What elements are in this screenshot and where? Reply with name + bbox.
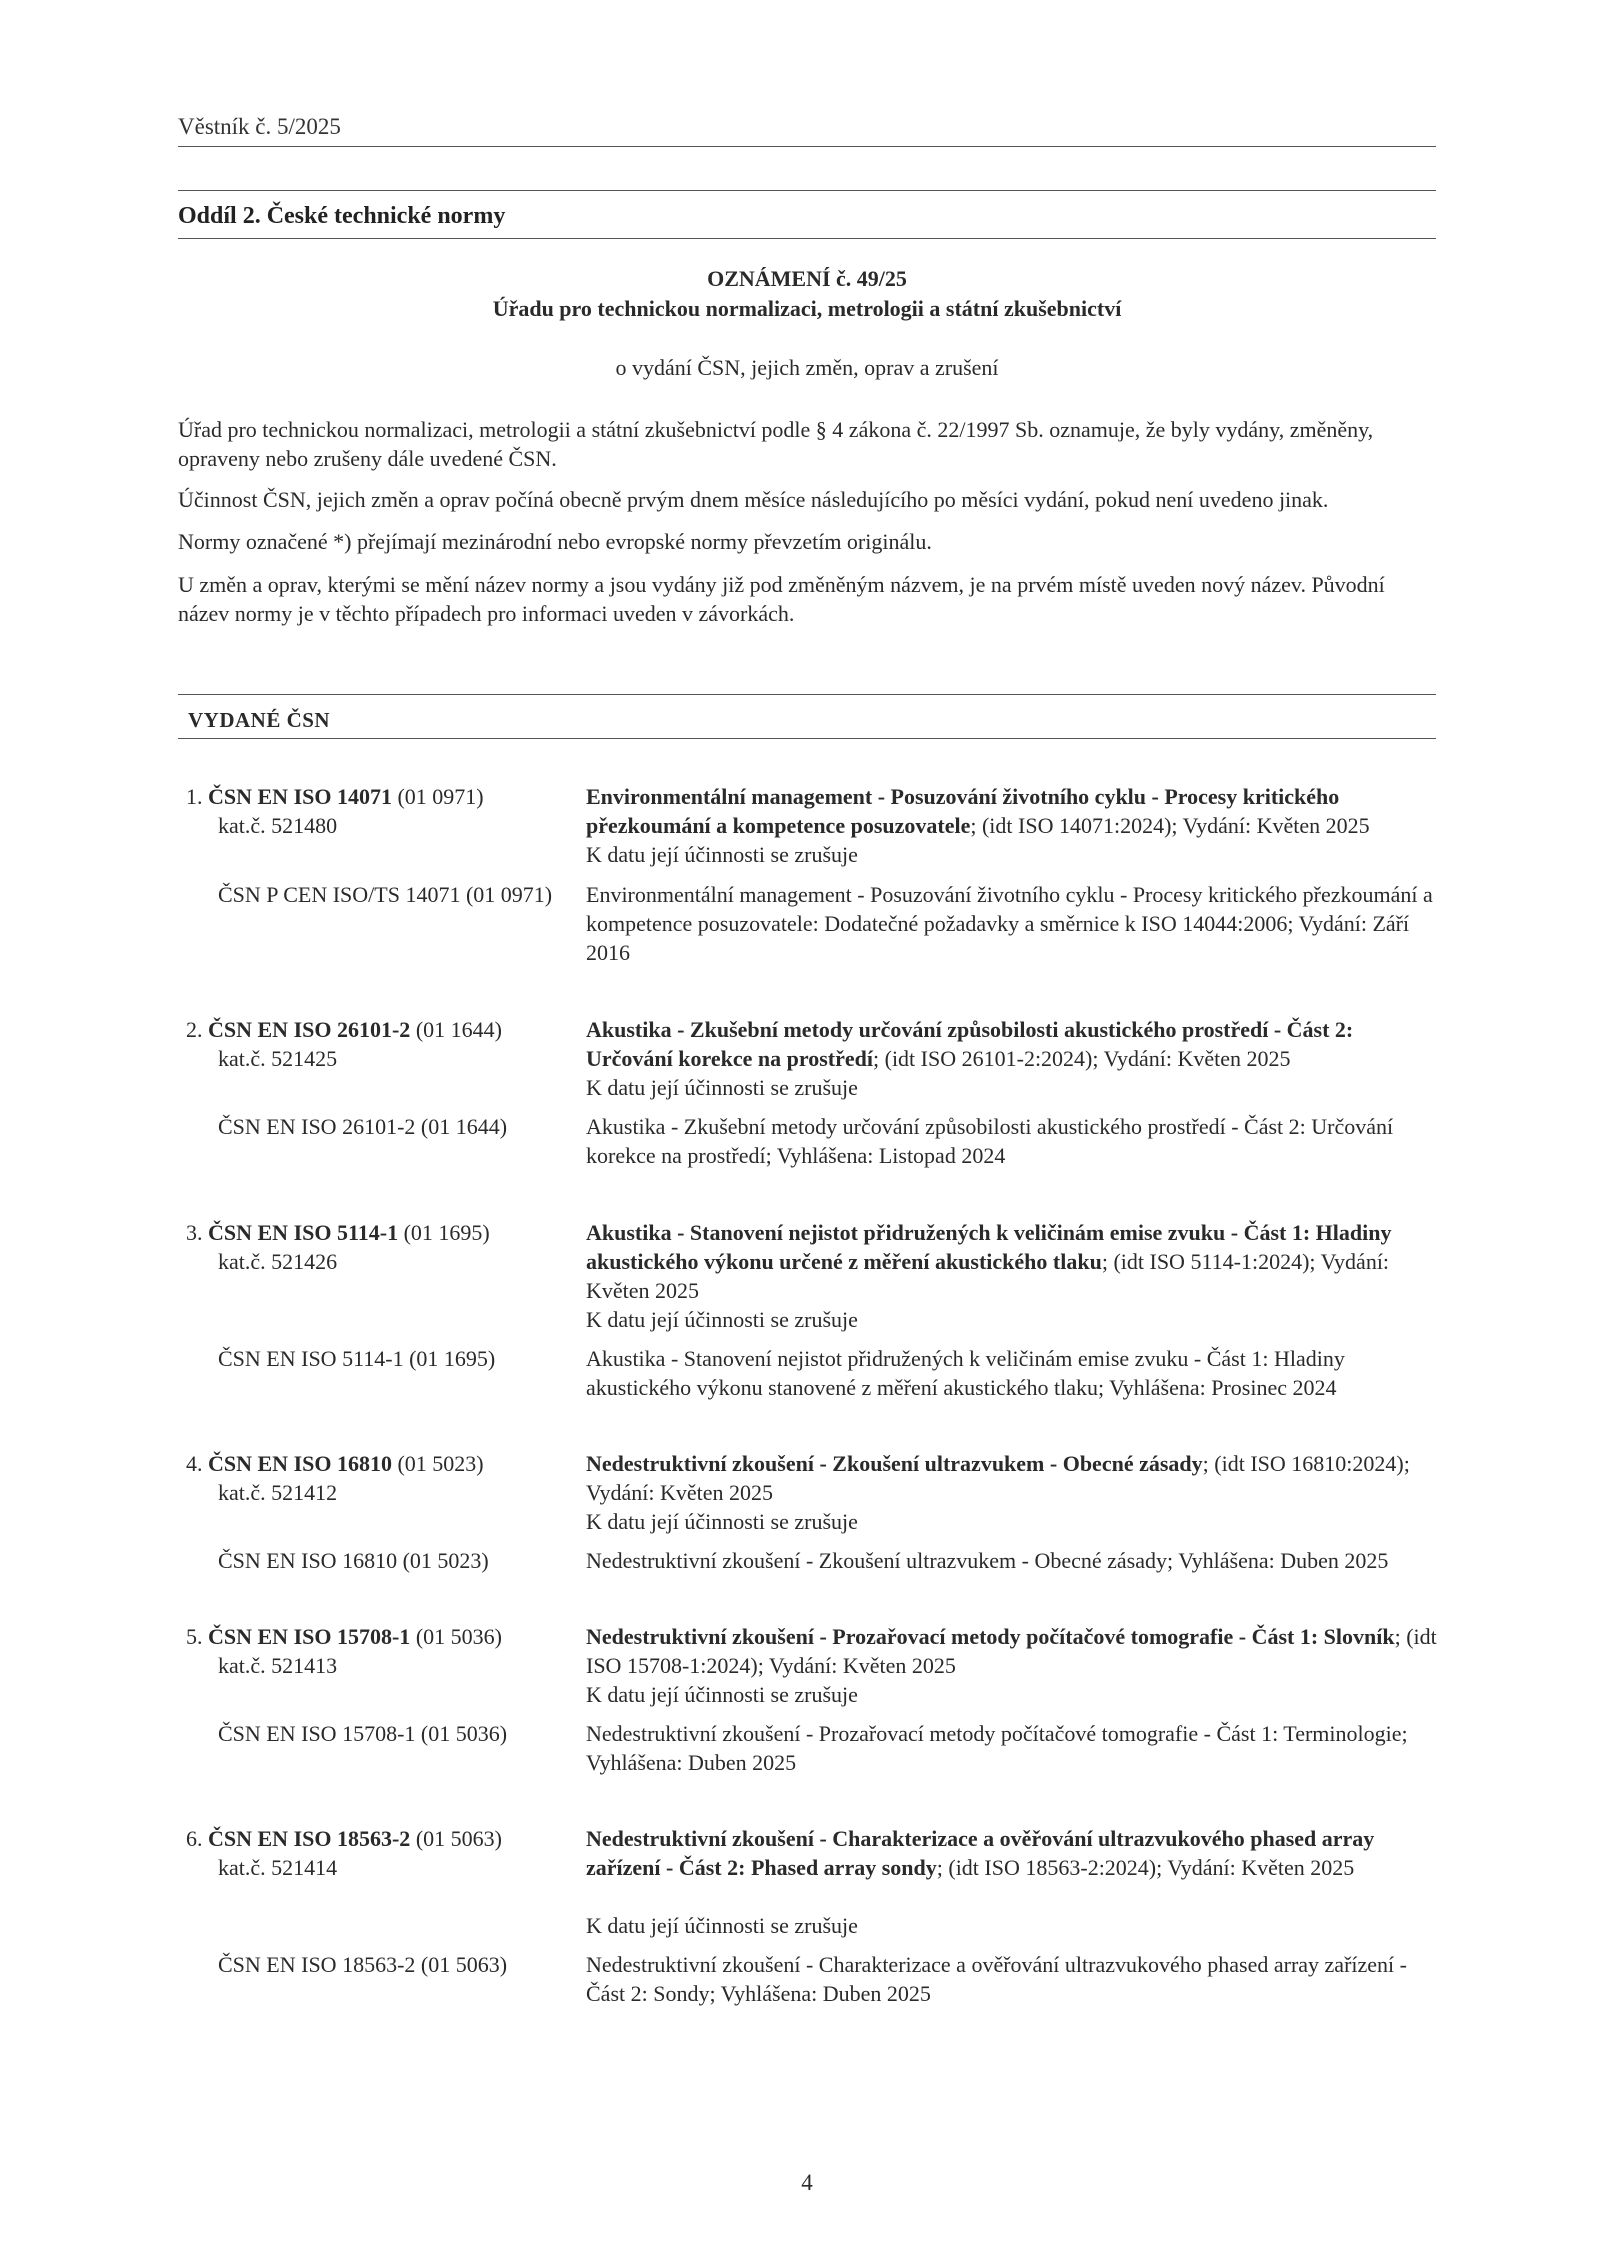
norm-title-bold: Nedestruktivní zkoušení - Charakterizace a ověřování ultrazvukového phased array zařízení - Část 2: Phased array sondy <box>586 1826 1375 1880</box>
norm-class: (01 5063) <box>415 1826 502 1851</box>
replaced-norm-code: ČSN EN ISO 18563-2 (01 5063) <box>218 1952 508 1977</box>
list-heading: VYDANÉ ČSN <box>188 708 331 732</box>
catalog-number: kat.č. 521425 <box>218 1046 338 1071</box>
catalog-number: kat.č. 521480 <box>218 813 338 838</box>
replaced-norm-code: ČSN EN ISO 5114-1 (01 1695) <box>218 1346 496 1371</box>
announcement-subject: o vydání ČSN, jejich změn, oprav a zrušení <box>615 355 999 380</box>
cancellation-note: K datu její účinnosti se zrušuje <box>586 842 858 867</box>
norm-number: 3. <box>186 1220 203 1245</box>
norm-title-details: ; (idt ISO 14071:2024); Vydání: Květen 2025 <box>970 813 1370 838</box>
cancellation-note: K datu její účinnosti se zrušuje <box>586 1913 858 1938</box>
norm-title-bold: Environmentální management - Posuzování životního cyklu - Procesy kritického přezkoumání a kompetence posuzovatele <box>586 784 1340 838</box>
norm-title <box>586 1622 1438 1680</box>
catalog-number: kat.č. 521414 <box>218 1855 338 1880</box>
intro-paragraph-4: U změn a oprav, kterými se mění název normy a jsou vydány již pod změněným názvem, je na prvém místě uveden nový název. Původní název normy je v těchto případech pro informaci uveden v závorkách. <box>178 572 1385 626</box>
replaced-norm-text: Akustika - Stanovení nejistot přidružených k veličinám emise zvuku - Část 1: Hladiny akustického výkonu stanovené z měření akustického tlaku; Vyhlášena: Prosinec 2024 <box>586 1346 1345 1400</box>
replaced-norm-text: Nedestruktivní zkoušení - Prozařovací metody počítačové tomografie - Část 1: Terminologie; Vyhlášena: Duben 2025 <box>586 1721 1408 1775</box>
norm-title <box>586 1824 1438 1882</box>
norm-title-bold: Akustika - Zkušební metody určování způsobilosti akustického prostředí - Část 2: Určování korekce na prostředí <box>586 1017 1354 1071</box>
norm-title-bold: Nedestruktivní zkoušení - Zkoušení ultrazvukem - Obecné zásady <box>586 1451 1203 1476</box>
norm-number: 4. <box>186 1451 203 1476</box>
norm-title <box>586 1449 1438 1507</box>
norm-designation <box>186 1218 566 1247</box>
catalog-number: kat.č. 521412 <box>218 1480 338 1505</box>
norm-title <box>586 1218 1438 1305</box>
page-number: 4 <box>801 2170 813 2195</box>
norm-designation <box>186 1824 566 1853</box>
norm-title-details: ; (idt ISO 16810:2024); Vydání: Květen 2025 <box>586 1451 1410 1505</box>
replaced-norm-code: ČSN EN ISO 26101-2 (01 1644) <box>218 1114 508 1139</box>
norm-class: (01 0971) <box>397 784 484 809</box>
header-rule <box>178 146 1436 147</box>
norm-title-details: ; (idt ISO 26101-2:2024); Vydání: Květen 2025 <box>873 1046 1291 1071</box>
norm-designation <box>186 1449 566 1478</box>
replaced-norm-code: ČSN EN ISO 16810 (01 5023) <box>218 1548 489 1573</box>
intro-paragraph-3: Normy označené *) přejímají mezinárodní nebo evropské normy převzetím originálu. <box>178 529 932 554</box>
norm-code: ČSN EN ISO 5114-1 <box>208 1220 399 1245</box>
list-rule-top <box>178 694 1436 695</box>
norm-class: (01 1695) <box>403 1220 490 1245</box>
norm-title <box>586 1015 1438 1073</box>
norm-designation <box>186 1622 566 1651</box>
section-title: Oddíl 2. České technické normy <box>178 203 506 229</box>
norm-class: (01 1644) <box>415 1017 502 1042</box>
catalog-number: kat.č. 521413 <box>218 1653 338 1678</box>
norm-designation <box>186 1015 566 1044</box>
replaced-norm-code: ČSN EN ISO 15708-1 (01 5036) <box>218 1721 508 1746</box>
announcement-title: OZNÁMENÍ č. 49/25 <box>707 266 907 291</box>
norm-title-details: ; (idt ISO 5114-1:2024); Vydání: Květen 2025 <box>586 1249 1390 1303</box>
norm-number: 1. <box>186 784 203 809</box>
section-rule-bottom <box>178 238 1436 239</box>
norm-code: ČSN EN ISO 16810 <box>208 1451 392 1476</box>
running-head: Věstník č. 5/2025 <box>178 114 341 139</box>
norm-number: 6. <box>186 1826 203 1851</box>
replaced-norm-text: Environmentální management - Posuzování životního cyklu - Procesy kritického přezkoumání a kompetence posuzovatele: Dodatečné požadavky a směrnice k ISO 14044:2006; Vydání: Září 2016 <box>586 882 1433 965</box>
norm-number: 5. <box>186 1624 203 1649</box>
section-rule-top <box>178 190 1436 191</box>
intro-paragraph-1: Úřad pro technickou normalizaci, metrologii a státní zkušebnictví podle § 4 zákona č. 22/1997 Sb. oznamuje, že byly vydány, změněny, opraveny nebo zrušeny dále uvedené ČSN. <box>178 417 1374 471</box>
norm-code: ČSN EN ISO 15708-1 <box>208 1624 411 1649</box>
cancellation-note: K datu její účinnosti se zrušuje <box>586 1509 858 1534</box>
replaced-norm-text: Nedestruktivní zkoušení - Zkoušení ultrazvukem - Obecné zásady; Vyhlášena: Duben 2025 <box>586 1548 1389 1573</box>
announcement-issuer: Úřadu pro technickou normalizaci, metrologii a státní zkušebnictví <box>492 296 1122 321</box>
replaced-norm-text: Nedestruktivní zkoušení - Charakterizace a ověřování ultrazvukového phased array zařízení - Část 2: Sondy; Vyhlášena: Duben 2025 <box>586 1952 1407 2006</box>
cancellation-note: K datu její účinnosti se zrušuje <box>586 1075 858 1100</box>
norm-number: 2. <box>186 1017 203 1042</box>
cancellation-note: K datu její účinnosti se zrušuje <box>586 1682 858 1707</box>
norm-title-details: ; (idt ISO 15708-1:2024); Vydání: Květen 2025 <box>586 1624 1437 1678</box>
norm-title <box>586 782 1438 840</box>
intro-paragraph-2: Účinnost ČSN, jejich změn a oprav počíná obecně prvým dnem měsíce následujícího po měsíci vydání, pokud není uvedeno jinak. <box>178 487 1329 512</box>
norm-class: (01 5036) <box>415 1624 502 1649</box>
norm-code: ČSN EN ISO 14071 <box>208 784 392 809</box>
norm-designation <box>186 782 566 811</box>
norm-title-details: ; (idt ISO 18563-2:2024); Vydání: Květen 2025 <box>936 1855 1355 1880</box>
replaced-norm-code: ČSN P CEN ISO/TS 14071 (01 0971) <box>218 882 553 907</box>
norm-title-bold: Nedestruktivní zkoušení - Prozařovací metody počítačové tomografie - Část 1: Slovník <box>586 1624 1395 1649</box>
list-rule-bottom <box>178 738 1436 739</box>
cancellation-note: K datu její účinnosti se zrušuje <box>586 1307 858 1332</box>
replaced-norm-text: Akustika - Zkušební metody určování způsobilosti akustického prostředí - Část 2: Určování korekce na prostředí; Vyhlášena: Listopad 2024 <box>586 1114 1394 1168</box>
norm-class: (01 5023) <box>397 1451 484 1476</box>
norm-code: ČSN EN ISO 26101-2 <box>208 1017 411 1042</box>
catalog-number: kat.č. 521426 <box>218 1249 338 1274</box>
norm-title-bold: Akustika - Stanovení nejistot přidružených k veličinám emise zvuku - Část 1: Hladiny akustického výkonu určené z měření akustického tlaku <box>586 1220 1392 1274</box>
norm-code: ČSN EN ISO 18563-2 <box>208 1826 411 1851</box>
